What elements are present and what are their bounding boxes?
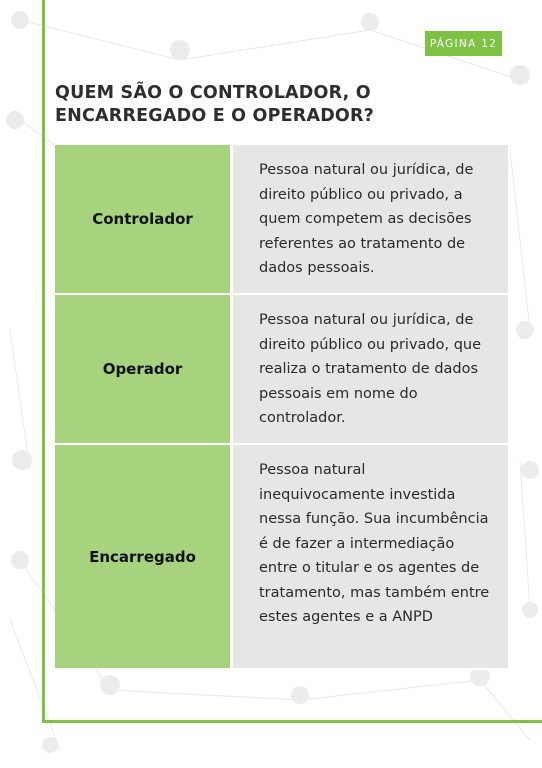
term-cell: Encarregado	[55, 445, 230, 670]
description-cell: Pessoa natural ou jurídica, de direito público ou privado, a quem competem as decisões referentes ao tratamento de dados pessoais.	[233, 145, 508, 295]
term-cell: Operador	[55, 295, 230, 445]
page-number-badge: PÁGINA 12	[425, 31, 502, 56]
definition-row-operador	[55, 295, 508, 445]
definition-row-controlador	[55, 145, 508, 295]
frame-left-border	[42, 0, 45, 723]
description-cell: Pessoa natural inequivocamente investida nessa função. Sua incumbência é de fazer a intermediação entre o titular e os agentes de tratamento, mas também entre estes agentes e a ANPD	[233, 445, 508, 670]
description-cell: Pessoa natural ou jurídica, de direito público ou privado, que realiza o tratamento de dados pessoais em nome do controlador.	[233, 295, 508, 445]
page-title: QUEM SÃO O CONTROLADOR, O ENCARREGADO E O OPERADOR?	[55, 83, 375, 126]
definition-row-encarregado	[55, 445, 508, 670]
term-cell: Controlador	[55, 145, 230, 295]
frame-bottom-border	[42, 720, 542, 723]
definitions-table	[55, 145, 508, 670]
